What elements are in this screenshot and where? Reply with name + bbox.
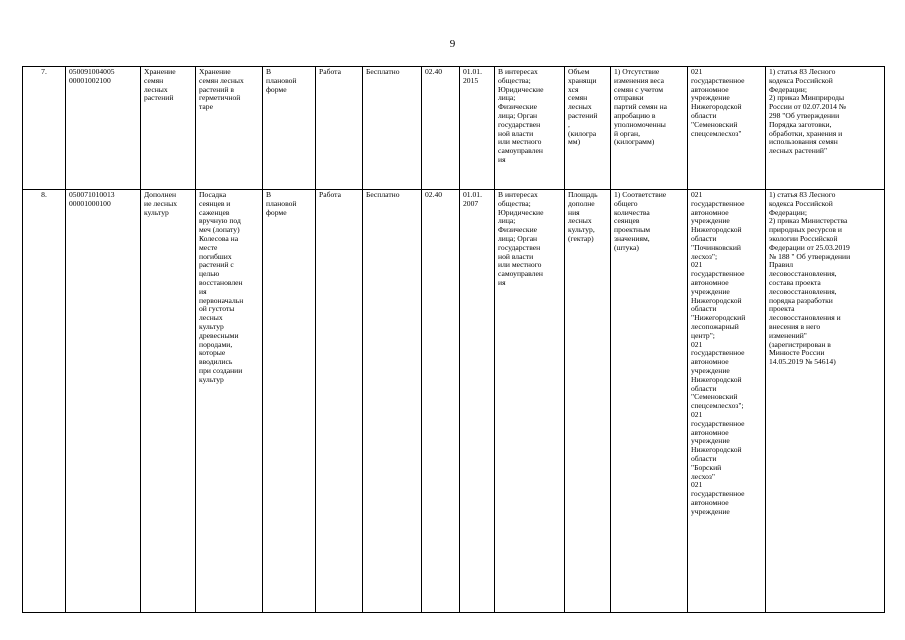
payment-type: Бесплатно	[363, 67, 422, 190]
row-number: 7.	[23, 67, 66, 190]
institutions-list: 021 государственное автономное учреждение Нижегородской области "Семеновский спецсемлесхоз"	[688, 67, 766, 190]
start-date: 01.01. 2015	[460, 67, 495, 190]
service-content: Хранение семян лесных растений в герметичной таре	[196, 67, 263, 190]
service-name: Дополнен ие лесных культур	[141, 190, 196, 613]
delivery-form: В плановой форме	[263, 67, 316, 190]
legal-basis: 1) статья 83 Лесного кодекса Российской Федерации; 2) приказ Минприроды России от 02.07.2014 № 298 "Об утверждении Порядка заготовки, обработки, хранения и использования семян лесных растений"	[766, 67, 885, 190]
quality-indicator: 1) Отсутствие изменения веса семян с учетом отправки партий семян на апробацию в уполномоченны й орган, (килограмм)	[611, 67, 688, 190]
row-number: 8.	[23, 190, 66, 613]
okved-code: 02.40	[422, 190, 460, 613]
okved-code: 02.40	[422, 67, 460, 190]
services-table	[22, 66, 885, 613]
registry-code: 050091004005 00001002100	[66, 67, 141, 190]
legal-basis: 1) статья 83 Лесного кодекса Российской Федерации; 2) приказ Министерства природных ресурсов и экологии Российской Федерации от 25.03.2019 № 188 " Об утверждении Правил лесовосстановления, состава проекта лесовосстановления, порядка разработки проекта лесовосстановления и внесения в него изменений" (зарегистрирован в Минюсте России 14.05.2019 № 54614)	[766, 190, 885, 613]
consumer-categories: В интересах общества; Юридические лица; Физические лица; Орган государствен ной власти или местного самоуправлен ия	[495, 190, 565, 613]
institutions-list: 021 государственное автономное учреждение Нижегородской области "Починковский лесхоз"; 021 государственное автономное учреждение Нижегородской области "Нижегородский лесопожарный центр"; 021 государственное автономное учреждение Нижегородской области "Семеновский спецсемлесхоз"; 021 государственное автономное учреждение Нижегородской области "Борский лесхоз" 021 государственное автономное учреждение	[688, 190, 766, 613]
service-content: Посадка сеянцев и саженцев вручную под меч (лопату) Колесова на месте погибших растений с целью восстановлен ия первоначальн ой густоты лесных культур древесными породами, которые вводились при создании культур	[196, 190, 263, 613]
table-row	[23, 67, 885, 190]
volume-indicator: Объем хранящи хся семян лесных растений , (килогра мм)	[565, 67, 611, 190]
page-number: 9	[449, 38, 456, 50]
delivery-form: В плановой форме	[263, 190, 316, 613]
service-type: Работа	[316, 67, 363, 190]
service-name: Хранение семян лесных растений	[141, 67, 196, 190]
consumer-categories: В интересах общества; Юридические лица; Физические лица; Орган государствен ной власти или местного самоуправлен ия	[495, 67, 565, 190]
payment-type: Бесплатно	[363, 190, 422, 613]
quality-indicator: 1) Соответствие общего количества сеянцев проектным значениям, (штука)	[611, 190, 688, 613]
volume-indicator: Площадь дополне ния лесных культур, (гектар)	[565, 190, 611, 613]
start-date: 01.01. 2007	[460, 190, 495, 613]
table-row	[23, 190, 885, 613]
service-type: Работа	[316, 190, 363, 613]
registry-code: 050071010013 00001000100	[66, 190, 141, 613]
